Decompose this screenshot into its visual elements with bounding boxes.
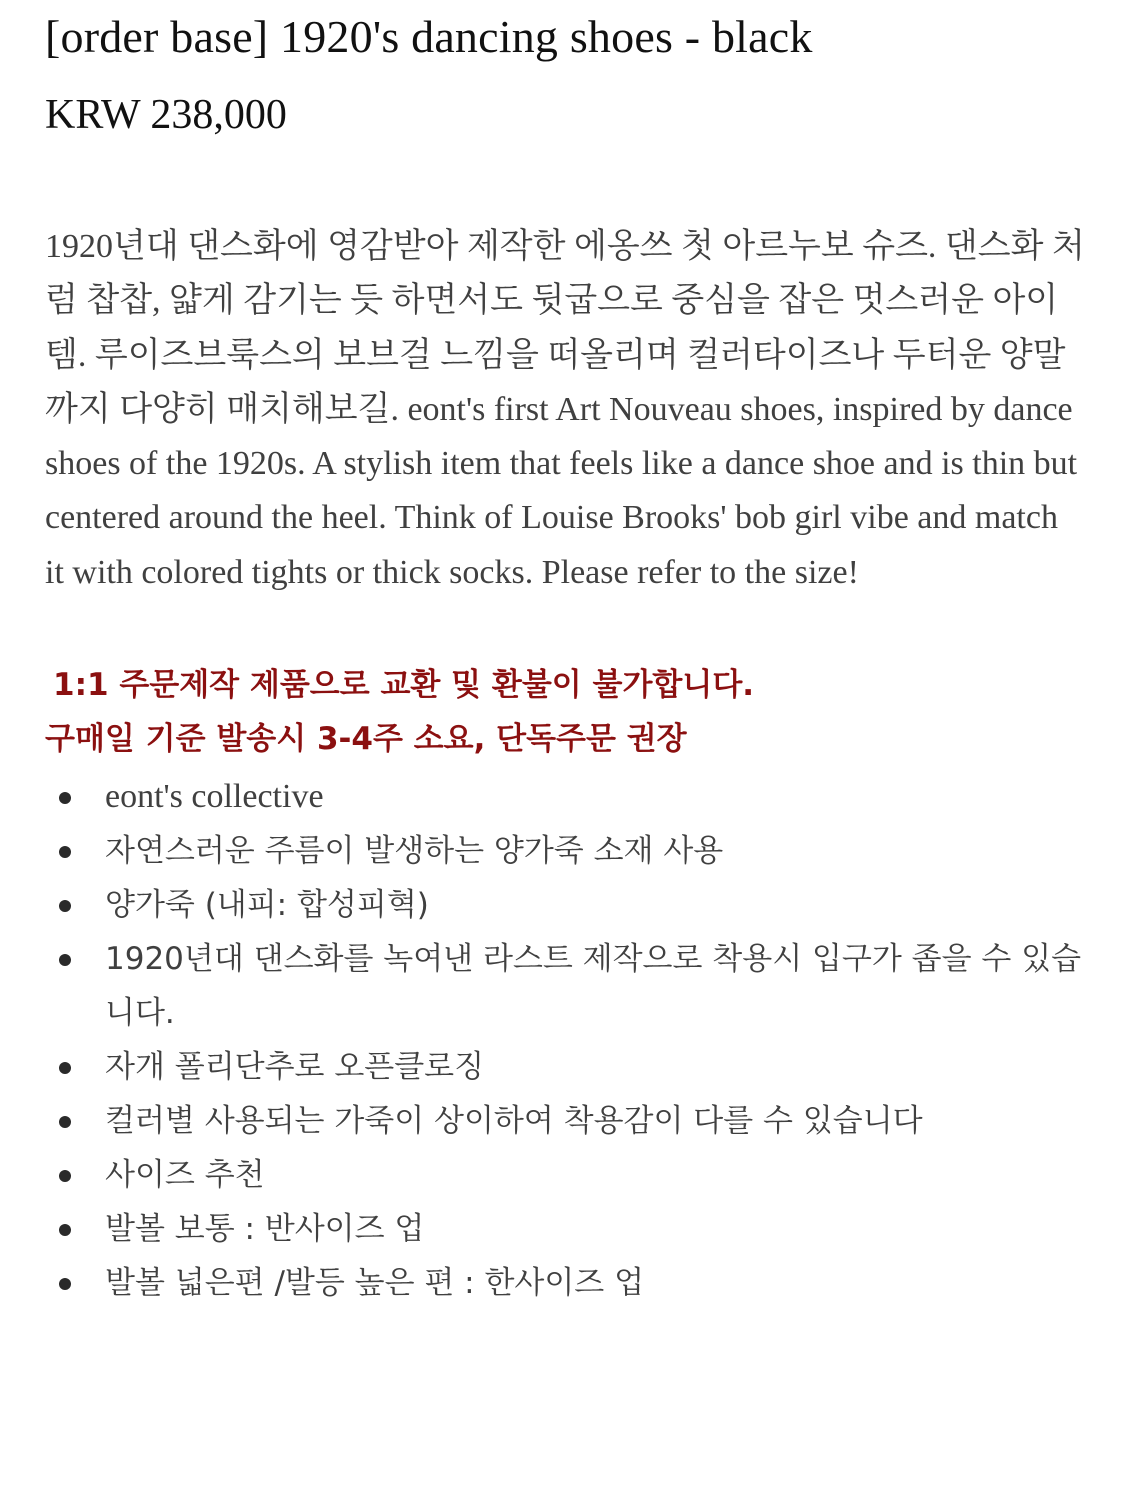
bullet-icon <box>59 1062 71 1074</box>
product-title: [order base] 1920's dancing shoes - black <box>45 11 813 62</box>
notice-no-refund: 1:1 주문제작 제품으로 교환 및 환불이 불가합니다. <box>53 667 755 704</box>
bullet-icon <box>59 1224 71 1236</box>
bullet-icon <box>59 792 71 804</box>
product-description: 1920년대 댄스화에 영감받아 제작한 에옹쓰 첫 아르누보 슈즈. 댄스화 처럼 찹찹, 얇게 감기는 듯 하면서도 뒷굽으로 중심을 잡은 멋스러운 아이템. 루이즈브룩스의 보브걸 느낌을 떠올리며 컬러타이즈나 두터운 양말까지 다양히 매치해보길. eont's first Art Nouveau shoes, inspired by dance shoes of the 1920s. A stylish item that feels like a dance shoe and is thin but centered around the heel. Think of Louise Brooks' bob girl vibe and match it with colored tights or thick socks. Please refer to the size! <box>45 228 1085 591</box>
feature-item: 양가죽 (내피: 합성피혁) <box>45 878 1085 932</box>
feature-list <box>45 770 1085 1310</box>
feature-item: 자개 폴리단추로 오픈클로징 <box>45 1040 1085 1094</box>
feature-item: 사이즈 추천 <box>45 1148 1085 1202</box>
feature-item: eont's collective <box>45 770 1085 824</box>
feature-item: 자연스러운 주름이 발생하는 양가죽 소재 사용 <box>45 824 1085 878</box>
bullet-icon <box>59 1278 71 1290</box>
feature-item: 발볼 보통 : 반사이즈 업 <box>45 1202 1085 1256</box>
notice-shipping-time: 구매일 기준 발송시 3-4주 소요, 단독주문 권장 <box>45 721 687 758</box>
bullet-icon <box>59 1116 71 1128</box>
bullet-icon <box>59 1170 71 1182</box>
bullet-icon <box>59 846 71 858</box>
bullet-icon <box>59 954 71 966</box>
bullet-icon <box>59 900 71 912</box>
feature-item: 1920년대 댄스화를 녹여낸 라스트 제작으로 착용시 입구가 좁을 수 있습니다. <box>45 932 1085 1040</box>
feature-item: 컬러별 사용되는 가죽이 상이하여 착용감이 다를 수 있습니다 <box>45 1094 1085 1148</box>
feature-item: 발볼 넓은편 /발등 높은 편 : 한사이즈 업 <box>45 1256 1085 1310</box>
product-price: KRW 238,000 <box>45 92 287 138</box>
product-detail <box>45 0 1085 1310</box>
order-notice <box>45 658 1085 766</box>
